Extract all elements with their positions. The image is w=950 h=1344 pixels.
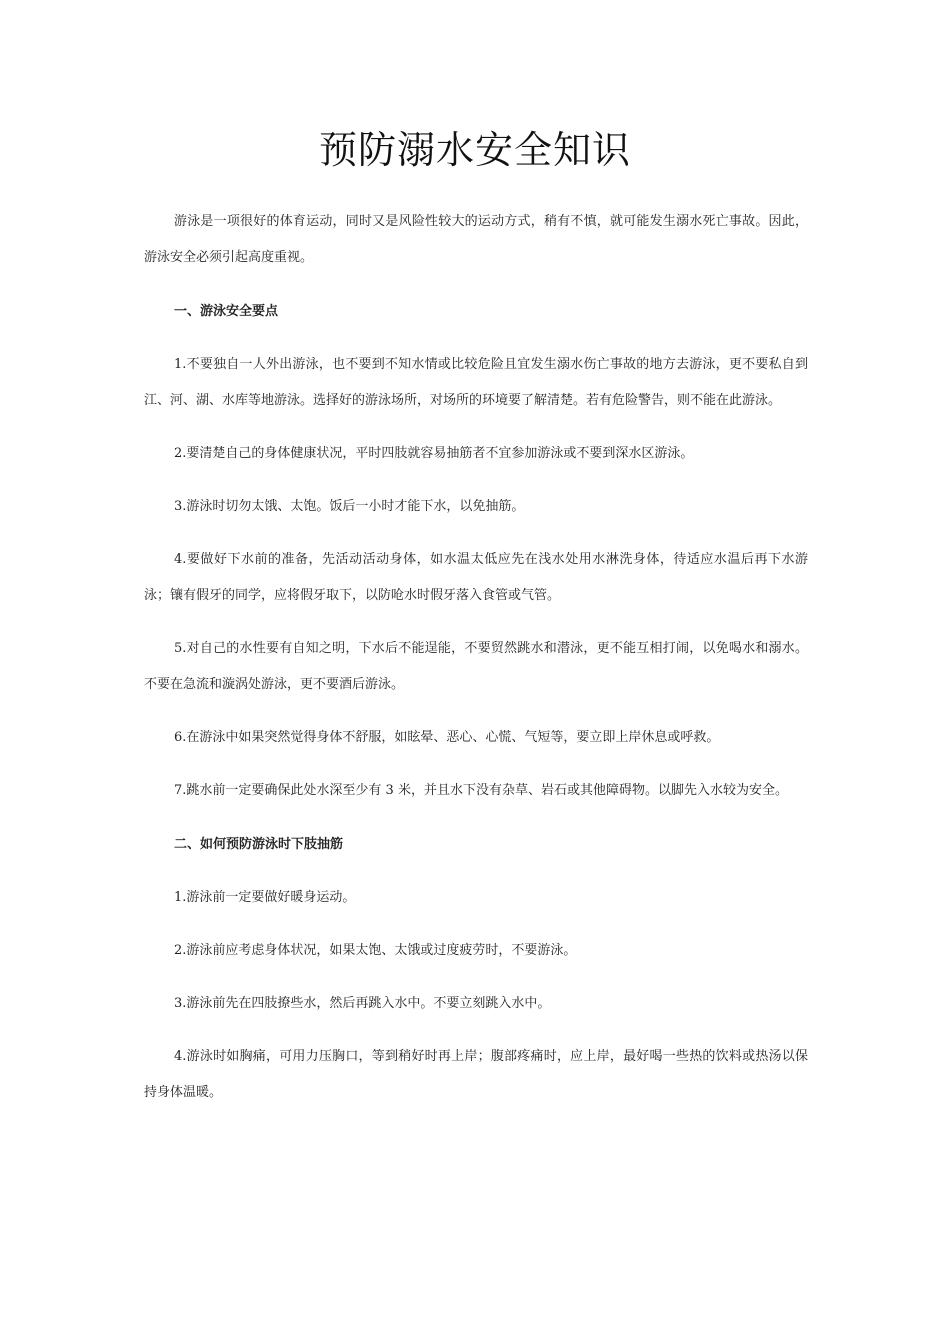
list-item: 7.跳水前一定要确保此处水深至少有 3 米，并且水下没有杂草、岩石或其他障碍物。以脚先入水较为安全。: [174, 783, 788, 798]
list-item: 1.游泳前一定要做好暖身运动。: [174, 890, 356, 905]
list-item: 4.游泳时如胸痛，可用力压胸口，等到稍好时再上岸；腹部疼痛时，应上岸，最好喝一些热的饮料或热汤以保持身体温暖。: [144, 1049, 808, 1100]
list-item: 5.对自己的水性要有自知之明，下水后不能逞能，不要贸然跳水和潜泳，更不能互相打闹，以免喝水和溺水。不要在急流和漩涡处游泳，更不要酒后游泳。: [144, 641, 808, 692]
list-item: 2.要清楚自己的身体健康状况，平时四肢就容易抽筋者不宜参加游泳或不要到深水区游泳。: [174, 446, 694, 461]
section-heading-cramp-prevention: 二、如何预防游泳时下肢抽筋: [174, 837, 344, 852]
list-item: 6.在游泳中如果突然觉得身体不舒服，如眩晕、恶心、心慌、气短等，要立即上岸休息或呼救。: [174, 730, 720, 745]
document-title: 预防溺水安全知识: [318, 128, 631, 172]
list-item: 3.游泳前先在四肢撩些水，然后再跳入水中。不要立刻跳入水中。: [174, 996, 551, 1011]
section-heading-swimming-safety: 一、游泳安全要点: [174, 304, 279, 319]
list-item: 2.游泳前应考虑身体状况，如果太饱、太饿或过度疲劳时，不要游泳。: [174, 943, 577, 958]
list-item: 1.不要独自一人外出游泳，也不要到不知水情或比较危险且宜发生溺水伤亡事故的地方去游泳，更不要私自到江、河、湖、水库等地游泳。选择好的游泳场所，对场所的环境要了解清楚。若有危险警告，则不能在此游泳。: [144, 357, 808, 408]
document-body: [144, 204, 808, 1111]
list-item: 4.要做好下水前的准备，先活动活动身体，如水温太低应先在浅水处用水淋洗身体，待适应水温后再下水游泳；镶有假牙的同学，应将假牙取下，以防呛水时假牙落入食管或气管。: [144, 552, 808, 603]
intro-paragraph: 游泳是一项很好的体育运动，同时又是风险性较大的运动方式，稍有不慎，就可能发生溺水死亡事故。因此，游泳安全必须引起高度重视。: [144, 214, 808, 265]
list-item: 3.游泳时切勿太饿、太饱。饭后一小时才能下水，以免抽筋。: [174, 499, 525, 514]
